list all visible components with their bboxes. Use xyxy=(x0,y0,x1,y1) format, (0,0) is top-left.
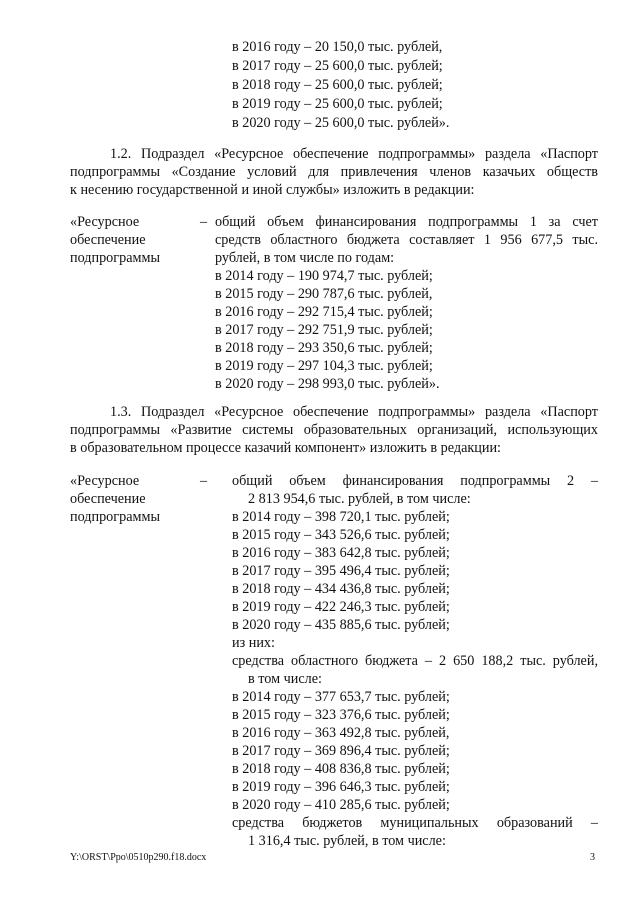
block-label xyxy=(70,472,190,526)
body-line: в 2018 году – 408 836,8 тыс. рублей; xyxy=(232,761,450,777)
body-line: средства областного бюджета – 2 650 188,2 тыс. рублей, xyxy=(232,653,598,669)
body-line: 1 316,4 тыс. рублей, в том числе: xyxy=(248,833,446,849)
body-line: в 2017 году – 369 896,4 тыс. рублей; xyxy=(232,743,450,759)
paragraph-line: 1.3. Подраздел «Ресурсное обеспечение подпрограммы» раздела «Паспорт xyxy=(110,404,598,420)
paragraph-line: 1.2. Подраздел «Ресурсное обеспечение подпрограммы» раздела «Паспорт xyxy=(110,146,598,162)
body-line: в 2017 году – 292 751,9 тыс. рублей; xyxy=(215,322,433,338)
paragraph-line: к несению государственной и иной службы» изложить в редакции: xyxy=(70,182,475,198)
paragraph-1-3 xyxy=(70,403,598,457)
label-line: «Ресурсное xyxy=(70,473,140,489)
body-line: в 2015 году – 290 787,6 тыс. рублей, xyxy=(215,286,433,302)
body-line: в том числе: xyxy=(248,671,322,687)
body-line: в 2015 году – 343 526,6 тыс. рублей; xyxy=(232,527,450,543)
body-line: общий объем финансирования подпрограммы 1 за счет xyxy=(215,214,598,230)
paragraph-1-2 xyxy=(70,145,598,199)
block-dash: – xyxy=(200,473,208,489)
body-line: в 2016 году – 383 642,8 тыс. рублей; xyxy=(232,545,450,561)
body-line: в 2015 году – 323 376,6 тыс. рублей; xyxy=(232,707,450,723)
body-line: в 2014 году – 190 974,7 тыс. рублей; xyxy=(215,268,433,284)
body-line: в 2016 году – 363 492,8 тыс. рублей, xyxy=(232,725,450,741)
body-line: в 2019 году – 396 646,3 тыс. рублей; xyxy=(232,779,450,795)
block-body xyxy=(232,472,598,850)
block-body xyxy=(215,213,598,393)
body-line: в 2018 году – 293 350,6 тыс. рублей; xyxy=(215,340,433,356)
body-line: в 2020 году – 435 885,6 тыс. рублей; xyxy=(232,617,450,633)
body-line: из них: xyxy=(232,635,275,651)
paragraph-line: подпрограммы «Создание условий для привлечения членов казачьих обществ xyxy=(70,164,598,180)
body-line: в 2020 году – 410 285,6 тыс. рублей; xyxy=(232,797,450,813)
body-line: в 2016 году – 292 715,4 тыс. рублей; xyxy=(215,304,433,320)
label-line: обеспечение xyxy=(70,232,146,248)
body-line: в 2019 году – 297 104,3 тыс. рублей; xyxy=(215,358,433,374)
label-line: обеспечение xyxy=(70,491,146,507)
top-list-line: в 2020 году – 25 600,0 тыс. рублей». xyxy=(232,115,450,131)
body-line: в 2017 году – 395 496,4 тыс. рублей; xyxy=(232,563,450,579)
body-line: в 2019 году – 422 246,3 тыс. рублей; xyxy=(232,599,450,615)
body-line: в 2020 году – 298 993,0 тыс. рублей». xyxy=(215,376,440,392)
footer-page-number: 3 xyxy=(590,852,595,863)
top-list-line: в 2017 году – 25 600,0 тыс. рублей; xyxy=(232,58,443,74)
body-line: в 2014 году – 377 653,7 тыс. рублей; xyxy=(232,689,450,705)
label-line: подпрограммы xyxy=(70,509,160,525)
top-list-line: в 2016 году – 20 150,0 тыс. рублей, xyxy=(232,39,443,55)
footer-file-path: Y:\ORST\Ppo\0510p290.f18.docx xyxy=(70,852,207,863)
top-list-line: в 2019 году – 25 600,0 тыс. рублей; xyxy=(232,96,443,112)
body-line: общий объем финансирования подпрограммы 2 – xyxy=(232,473,598,489)
body-line: 2 813 954,6 тыс. рублей, в том числе: xyxy=(248,491,471,507)
label-line: «Ресурсное xyxy=(70,214,140,230)
top-list-line: в 2018 году – 25 600,0 тыс. рублей; xyxy=(232,77,443,93)
body-line: рублей, в том числе по годам: xyxy=(215,250,395,266)
paragraph-line: подпрограммы «Развитие системы образовательных организаций, использующих xyxy=(70,422,598,438)
paragraph-line: в образовательном процессе казачий компонент» изложить в редакции: xyxy=(70,440,501,456)
body-line: в 2018 году – 434 436,8 тыс. рублей; xyxy=(232,581,450,597)
body-line: средства бюджетов муниципальных образований – xyxy=(232,815,598,831)
block-label xyxy=(70,213,190,267)
body-line: в 2014 году – 398 720,1 тыс. рублей; xyxy=(232,509,450,525)
body-line: средств областного бюджета составляет 1 956 677,5 тыс. xyxy=(215,232,598,248)
block-dash: – xyxy=(200,214,208,230)
label-line: подпрограммы xyxy=(70,250,160,266)
